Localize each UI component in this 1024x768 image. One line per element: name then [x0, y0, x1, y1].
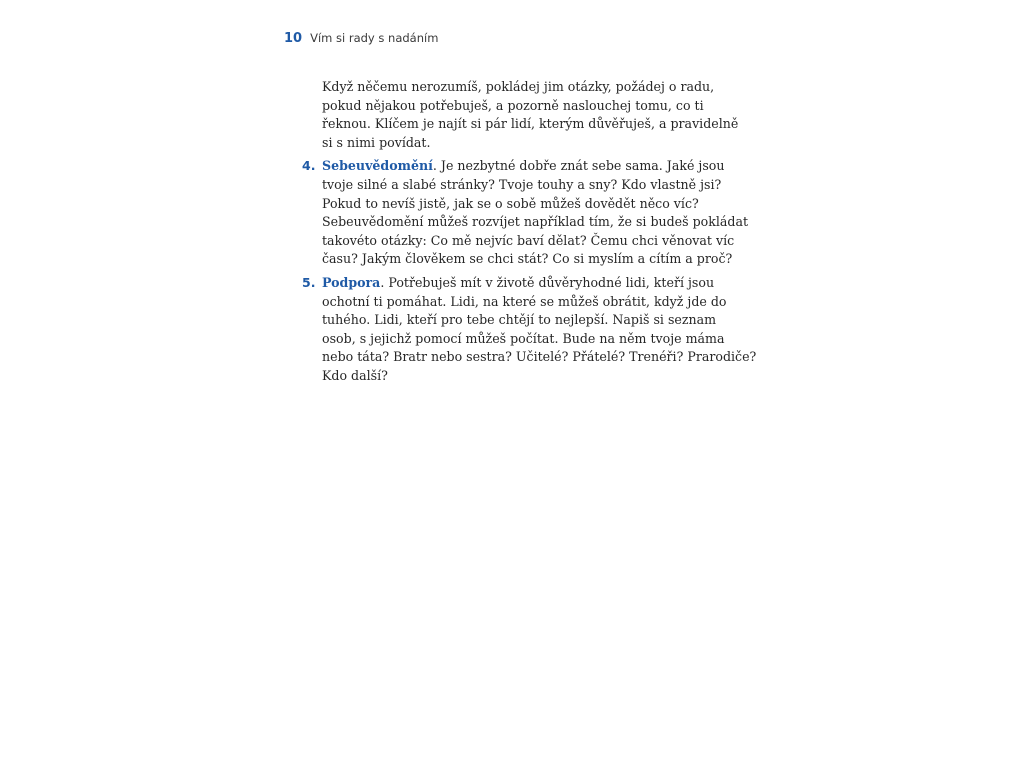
- text-run: . Potřebuješ mít v životě důvěryhodné lidi, kteří jsou: [380, 274, 715, 290]
- text-line: ochotní ti pomáhat. Lidi, na které se můžeš obrátit, když jde do: [322, 293, 727, 309]
- text-line: takovéto otázky: Co mě nejvíc baví dělat? Čemu chci věnovat víc: [322, 232, 735, 248]
- text-line: [322, 274, 722, 293]
- text-line: řeknou. Klíčem je najít si pár lidí, kterým důvěřuješ, a pravidelně: [322, 116, 739, 132]
- text-line: nebo táta? Bratr nebo sestra? Učitelé? Přátelé? Trenéři? Prarodiče?: [322, 349, 757, 365]
- list-item-self-awareness: [302, 157, 749, 269]
- list-number: 4.: [302, 158, 316, 174]
- intro-paragraph: [322, 78, 739, 152]
- text-line: času? Jakým člověkem se chci stát? Co si myslím a cítím a proč?: [322, 251, 733, 267]
- text-line: tuhého. Lidi, kteří pro tebe chtějí to nejlepší. Napiš si seznam: [322, 312, 717, 328]
- list-item-support: [302, 274, 757, 386]
- list-number: 5.: [302, 274, 316, 290]
- text-line: osob, s jejichž pomocí můžeš počítat. Bude na něm tvoje máma: [322, 330, 725, 346]
- text-line: Sebeuvědomění můžeš rozvíjet například tím, že si budeš pokládat: [322, 214, 749, 230]
- running-title: Vím si rady s nadáním: [310, 31, 439, 45]
- text-line: si s nimi povídat.: [322, 134, 431, 150]
- list-term: Sebeuvědomění: [322, 158, 433, 174]
- text-line: Pokud to nevíš jistě, jak se o sobě můžeš dovědět něco víc?: [322, 195, 699, 211]
- text-line: tvoje silné a slabé stránky? Tvoje touhy a sny? Kdo vlastně jsi?: [322, 176, 722, 192]
- text-line: Když něčemu nerozumíš, pokládej jim otázky, požádej o radu,: [322, 79, 715, 94]
- page-number: 10: [284, 31, 303, 46]
- list-term: Podpora: [322, 274, 381, 290]
- text-line: [322, 157, 725, 176]
- body-text: [302, 78, 757, 386]
- running-header: [284, 31, 438, 49]
- text-line: Kdo další?: [322, 367, 388, 383]
- text-line: pokud nějakou potřebuješ, a pozorně naslouchej tomu, co ti: [322, 97, 704, 113]
- text-run: . Je nezbytné dobře znát sebe sama. Jaké jsou: [432, 158, 725, 174]
